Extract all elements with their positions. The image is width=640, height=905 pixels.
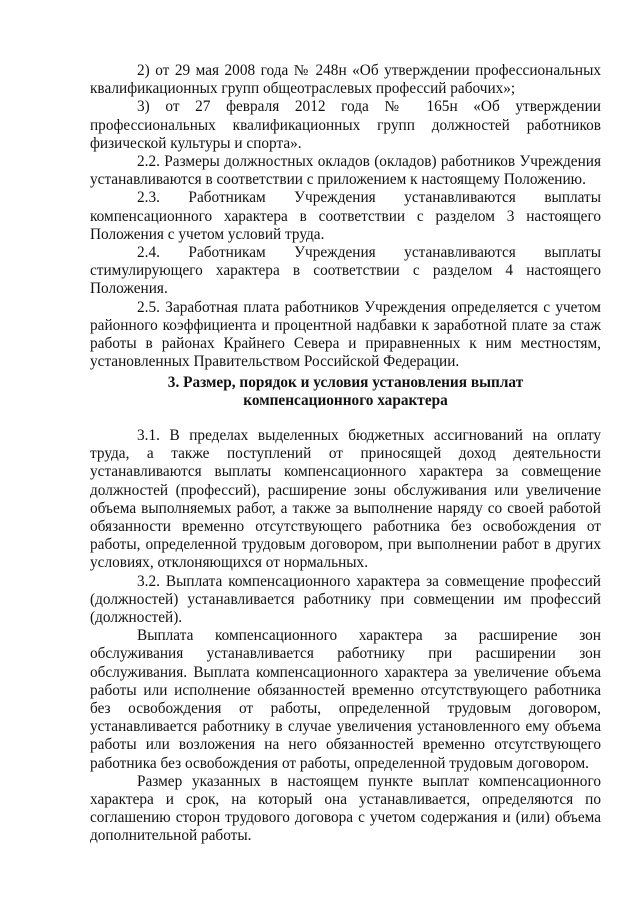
paragraph-2-5: 2.5. Заработная плата работников Учреждения определяется с учетом районного коэффициента и процентной надбавки к заработной плате за стаж работы в районах Крайнего Севера и приравненных к ним местностям, установленных Правительством Российской Федерации. [90, 298, 601, 371]
paragraph-payment-size: Размер указанных в настоящем пункте выплат компенсационного характера и срок, на который она устанавливается, определяются по соглашению сторон трудового договора с учетом содержания и (или) объема дополнительной работы. [90, 772, 601, 845]
paragraph-zone-expansion: Выплата компенсационного характера за расширение зон обслуживания устанавливается работнику при расширении зон обслуживания. Выплата компенсационного характера за увеличение объема работы или исполнение обязанностей временно отсутствующего работника без освобождения от работы, определенной трудовым договором, устанавливается работнику в случае увеличения установленного ему объема работы или возложения на него обязанностей временно отсутствующего работника без освобождения от работы, определенной трудовым договором. [90, 627, 601, 772]
paragraph-order-2008: 2) от 29 мая 2008 года № 248н «Об утверждении профессиональных квалификационных групп общеотраслевых профессий рабочих»; [90, 62, 601, 98]
section-3-heading [90, 374, 601, 410]
paragraph-2-4: 2.4. Работникам Учреждения устанавливаются выплаты стимулирующего характера в соответствии с разделом 4 настоящего Положения. [90, 244, 601, 298]
paragraph-2-3: 2.3. Работникам Учреждения устанавливаются выплаты компенсационного характера в соответствии с разделом 3 настоящего Положения с учетом условий труда. [90, 189, 601, 243]
paragraph-2-2: 2.2. Размеры должностных окладов (окладов) работников Учреждения устанавливаются в соответствии с приложением к настоящему Положению. [90, 153, 601, 189]
section-3-heading-line-1: 3. Размер, порядок и условия установления выплат [167, 374, 524, 391]
section-3-paragraphs [90, 427, 601, 846]
paragraph-order-2012: 3) от 27 февраля 2012 года № 165н «Об утверждении профессиональных квалификационных групп должностей работников физической культуры и спорта». [90, 98, 601, 152]
paragraph-3-2: 3.2. Выплата компенсационного характера за совмещение профессий (должностей) устанавливается работнику при совмещении им профессий (должностей). [90, 572, 601, 627]
section-3-heading-line-2: компенсационного характера [243, 392, 448, 410]
top-paragraphs [90, 62, 601, 371]
paragraph-3-1: 3.1. В пределах выделенных бюджетных ассигнований на оплату труда, а также поступлений от приносящей доход деятельности устанавливаются выплаты компенсационного характера за совмещение должностей (профессий), расширение зоны обслуживания или увеличение объема выполняемых работ, а также за выполнение наряду со своей работой обязанности временно отсутствующего работника без освобождения от работы, определенной трудовым договором, при выполнении работ в других условиях, отклоняющихся от нормальных. [90, 427, 601, 572]
